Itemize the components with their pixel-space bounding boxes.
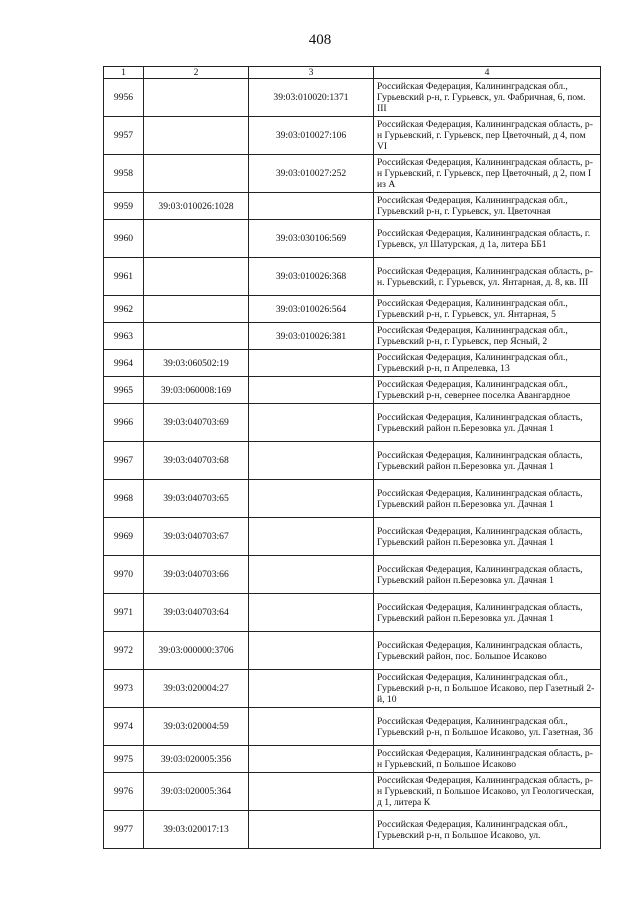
cadastral-number-col2: 39:03:060008:169 — [144, 377, 249, 404]
cadastral-number-col3 — [249, 377, 374, 404]
row-number: 9974 — [104, 708, 144, 746]
table-row — [104, 404, 601, 442]
cadastral-number-col2: 39:03:060502:19 — [144, 350, 249, 377]
address-cell: Российская Федерация, Калининградская обл., Гурьевский р-н, п Апрелевка, 13 — [374, 350, 601, 377]
address-cell: Российская Федерация, Калининградская обл., Гурьевский р-н, г. Гурьевск, ул. Фабричная, 6, пом. III — [374, 79, 601, 117]
table-row — [104, 323, 601, 350]
cadastral-number-col3: 39:03:010026:564 — [249, 296, 374, 323]
address-cell: Российская Федерация, Калининградская область, Гурьевский район, пос. Большое Исаково — [374, 632, 601, 670]
cadastral-number-col3 — [249, 404, 374, 442]
address-cell: Российская Федерация, Калининградская область, р-н Гурьевский, г. Гурьевск, пер Цветочный, д 2, пом I из А — [374, 155, 601, 193]
page-number: 408 — [308, 32, 332, 48]
row-number: 9960 — [104, 220, 144, 258]
cadastral-number-col2 — [144, 220, 249, 258]
cadastral-number-col3 — [249, 518, 374, 556]
table-row — [104, 556, 601, 594]
row-number: 9977 — [104, 811, 144, 849]
address-cell: Российская Федерация, Калининградская область, Гурьевский район п.Березовка ул. Дачная 1 — [374, 518, 601, 556]
address-cell: Российская Федерация, Калининградская обл., Гурьевский р-н, п Большое Исаково, ул. Газетная, 3б — [374, 708, 601, 746]
cadastral-number-col2: 39:03:040703:64 — [144, 594, 249, 632]
table-row — [104, 117, 601, 155]
address-cell: Российская Федерация, Калининградская область, Гурьевский район п.Березовка ул. Дачная 1 — [374, 594, 601, 632]
address-cell: Российская Федерация, Калининградская обл., Гурьевский р-н, г. Гурьевск, пер Ясный, 2 — [374, 323, 601, 350]
address-cell: Российская Федерация, Калининградская обл., Гурьевский р-н, п Большое Исаково, пер Газетный 2-й, 10 — [374, 670, 601, 708]
cadastral-number-col3 — [249, 556, 374, 594]
table-row — [104, 773, 601, 811]
address-cell: Российская Федерация, Калининградская обл., Гурьевский р-н, г. Гурьевск, ул. Цветочная — [374, 193, 601, 220]
column-header: 4 — [374, 67, 601, 79]
cadastral-number-col3 — [249, 480, 374, 518]
table-row — [104, 296, 601, 323]
cadastral-number-col3 — [249, 442, 374, 480]
column-header: 1 — [104, 67, 144, 79]
cadastral-number-col3 — [249, 594, 374, 632]
registry-table — [103, 66, 601, 849]
table-row — [104, 155, 601, 193]
cadastral-number-col2 — [144, 79, 249, 117]
address-cell: Российская Федерация, Калининградская область, Гурьевский район п.Березовка ул. Дачная 1 — [374, 480, 601, 518]
address-cell: Российская Федерация, Калининградская обл., Гурьевский р-н, севернее поселка Авангардное — [374, 377, 601, 404]
cadastral-number-col2: 39:03:040703:68 — [144, 442, 249, 480]
row-number: 9973 — [104, 670, 144, 708]
row-number: 9958 — [104, 155, 144, 193]
row-number: 9963 — [104, 323, 144, 350]
address-cell: Российская Федерация, Калининградская область, р-н. Гурьевский, г. Гурьевск, ул. Янтарная, д. 8, кв. III — [374, 258, 601, 296]
cadastral-number-col3 — [249, 773, 374, 811]
table-row — [104, 377, 601, 404]
table-row — [104, 258, 601, 296]
table-row — [104, 79, 601, 117]
table-header — [104, 67, 601, 79]
cadastral-number-col2: 39:03:040703:67 — [144, 518, 249, 556]
cadastral-number-col2 — [144, 323, 249, 350]
table-row — [104, 670, 601, 708]
cadastral-number-col3 — [249, 632, 374, 670]
cadastral-number-col3 — [249, 708, 374, 746]
address-cell: Российская Федерация, Калининградская область, р-н Гурьевский, п Большое Исаково — [374, 746, 601, 773]
cadastral-number-col3: 39:03:010026:368 — [249, 258, 374, 296]
cadastral-number-col2: 39:03:040703:65 — [144, 480, 249, 518]
cadastral-number-col2: 39:03:020004:59 — [144, 708, 249, 746]
address-cell: Российская Федерация, Калининградская область, р-н Гурьевский, г. Гурьевск, пер Цветочный, д 4, пом VI — [374, 117, 601, 155]
address-cell: Российская Федерация, Калининградская обл., Гурьевский р-н, п Большое Исаково, ул. — [374, 811, 601, 849]
cadastral-number-col2: 39:03:020017:13 — [144, 811, 249, 849]
row-number: 9962 — [104, 296, 144, 323]
cadastral-number-col2: 39:03:040703:69 — [144, 404, 249, 442]
address-cell: Российская Федерация, Калининградская область, Гурьевский район п.Березовка ул. Дачная 1 — [374, 404, 601, 442]
row-number: 9971 — [104, 594, 144, 632]
table-row — [104, 193, 601, 220]
cadastral-number-col2: 39:03:020005:356 — [144, 746, 249, 773]
row-number: 9976 — [104, 773, 144, 811]
table-row — [104, 708, 601, 746]
row-number: 9975 — [104, 746, 144, 773]
cadastral-number-col3 — [249, 811, 374, 849]
row-number: 9969 — [104, 518, 144, 556]
table-row — [104, 220, 601, 258]
table-body — [104, 79, 601, 849]
table-row — [104, 350, 601, 377]
table-row — [104, 594, 601, 632]
cadastral-number-col2: 39:03:020004:27 — [144, 670, 249, 708]
cadastral-number-col3 — [249, 193, 374, 220]
cadastral-number-col3 — [249, 350, 374, 377]
address-cell: Российская Федерация, Калининградская область, р-н Гурьевский, п Большое Исаково, ул Геологическая, д 1, литера К — [374, 773, 601, 811]
table-row — [104, 518, 601, 556]
address-cell: Российская Федерация, Калининградская область, г. Гурьевск, ул Шатурская, д 1а, литера ББ1 — [374, 220, 601, 258]
row-number: 9967 — [104, 442, 144, 480]
address-cell: Российская Федерация, Калининградская обл., Гурьевский р-н, г. Гурьевск, ул. Янтарная, 5 — [374, 296, 601, 323]
column-header: 2 — [144, 67, 249, 79]
cadastral-number-col3: 39:03:010020:1371 — [249, 79, 374, 117]
cadastral-number-col2 — [144, 296, 249, 323]
cadastral-number-col2: 39:03:020005:364 — [144, 773, 249, 811]
table-row — [104, 811, 601, 849]
row-number: 9972 — [104, 632, 144, 670]
row-number: 9970 — [104, 556, 144, 594]
row-number: 9965 — [104, 377, 144, 404]
row-number: 9959 — [104, 193, 144, 220]
row-number: 9968 — [104, 480, 144, 518]
cadastral-number-col3: 39:03:010026:381 — [249, 323, 374, 350]
cadastral-number-col2: 39:03:000000:3706 — [144, 632, 249, 670]
row-number: 9956 — [104, 79, 144, 117]
table-row — [104, 746, 601, 773]
cadastral-number-col2 — [144, 258, 249, 296]
cadastral-number-col3 — [249, 746, 374, 773]
cadastral-number-col3: 39:03:010027:106 — [249, 117, 374, 155]
table-row — [104, 442, 601, 480]
cadastral-number-col2: 39:03:040703:66 — [144, 556, 249, 594]
cadastral-number-col2 — [144, 155, 249, 193]
column-header: 3 — [249, 67, 374, 79]
address-cell: Российская Федерация, Калининградская область, Гурьевский район п.Березовка ул. Дачная 1 — [374, 442, 601, 480]
cadastral-number-col3: 39:03:010027:252 — [249, 155, 374, 193]
cadastral-number-col3: 39:03:030106:569 — [249, 220, 374, 258]
cadastral-number-col2 — [144, 117, 249, 155]
row-number: 9961 — [104, 258, 144, 296]
table-row — [104, 480, 601, 518]
row-number: 9966 — [104, 404, 144, 442]
address-cell: Российская Федерация, Калининградская область, Гурьевский район п.Березовка ул. Дачная 1 — [374, 556, 601, 594]
table-row — [104, 632, 601, 670]
row-number: 9964 — [104, 350, 144, 377]
cadastral-number-col3 — [249, 670, 374, 708]
row-number: 9957 — [104, 117, 144, 155]
cadastral-number-col2: 39:03:010026:1028 — [144, 193, 249, 220]
